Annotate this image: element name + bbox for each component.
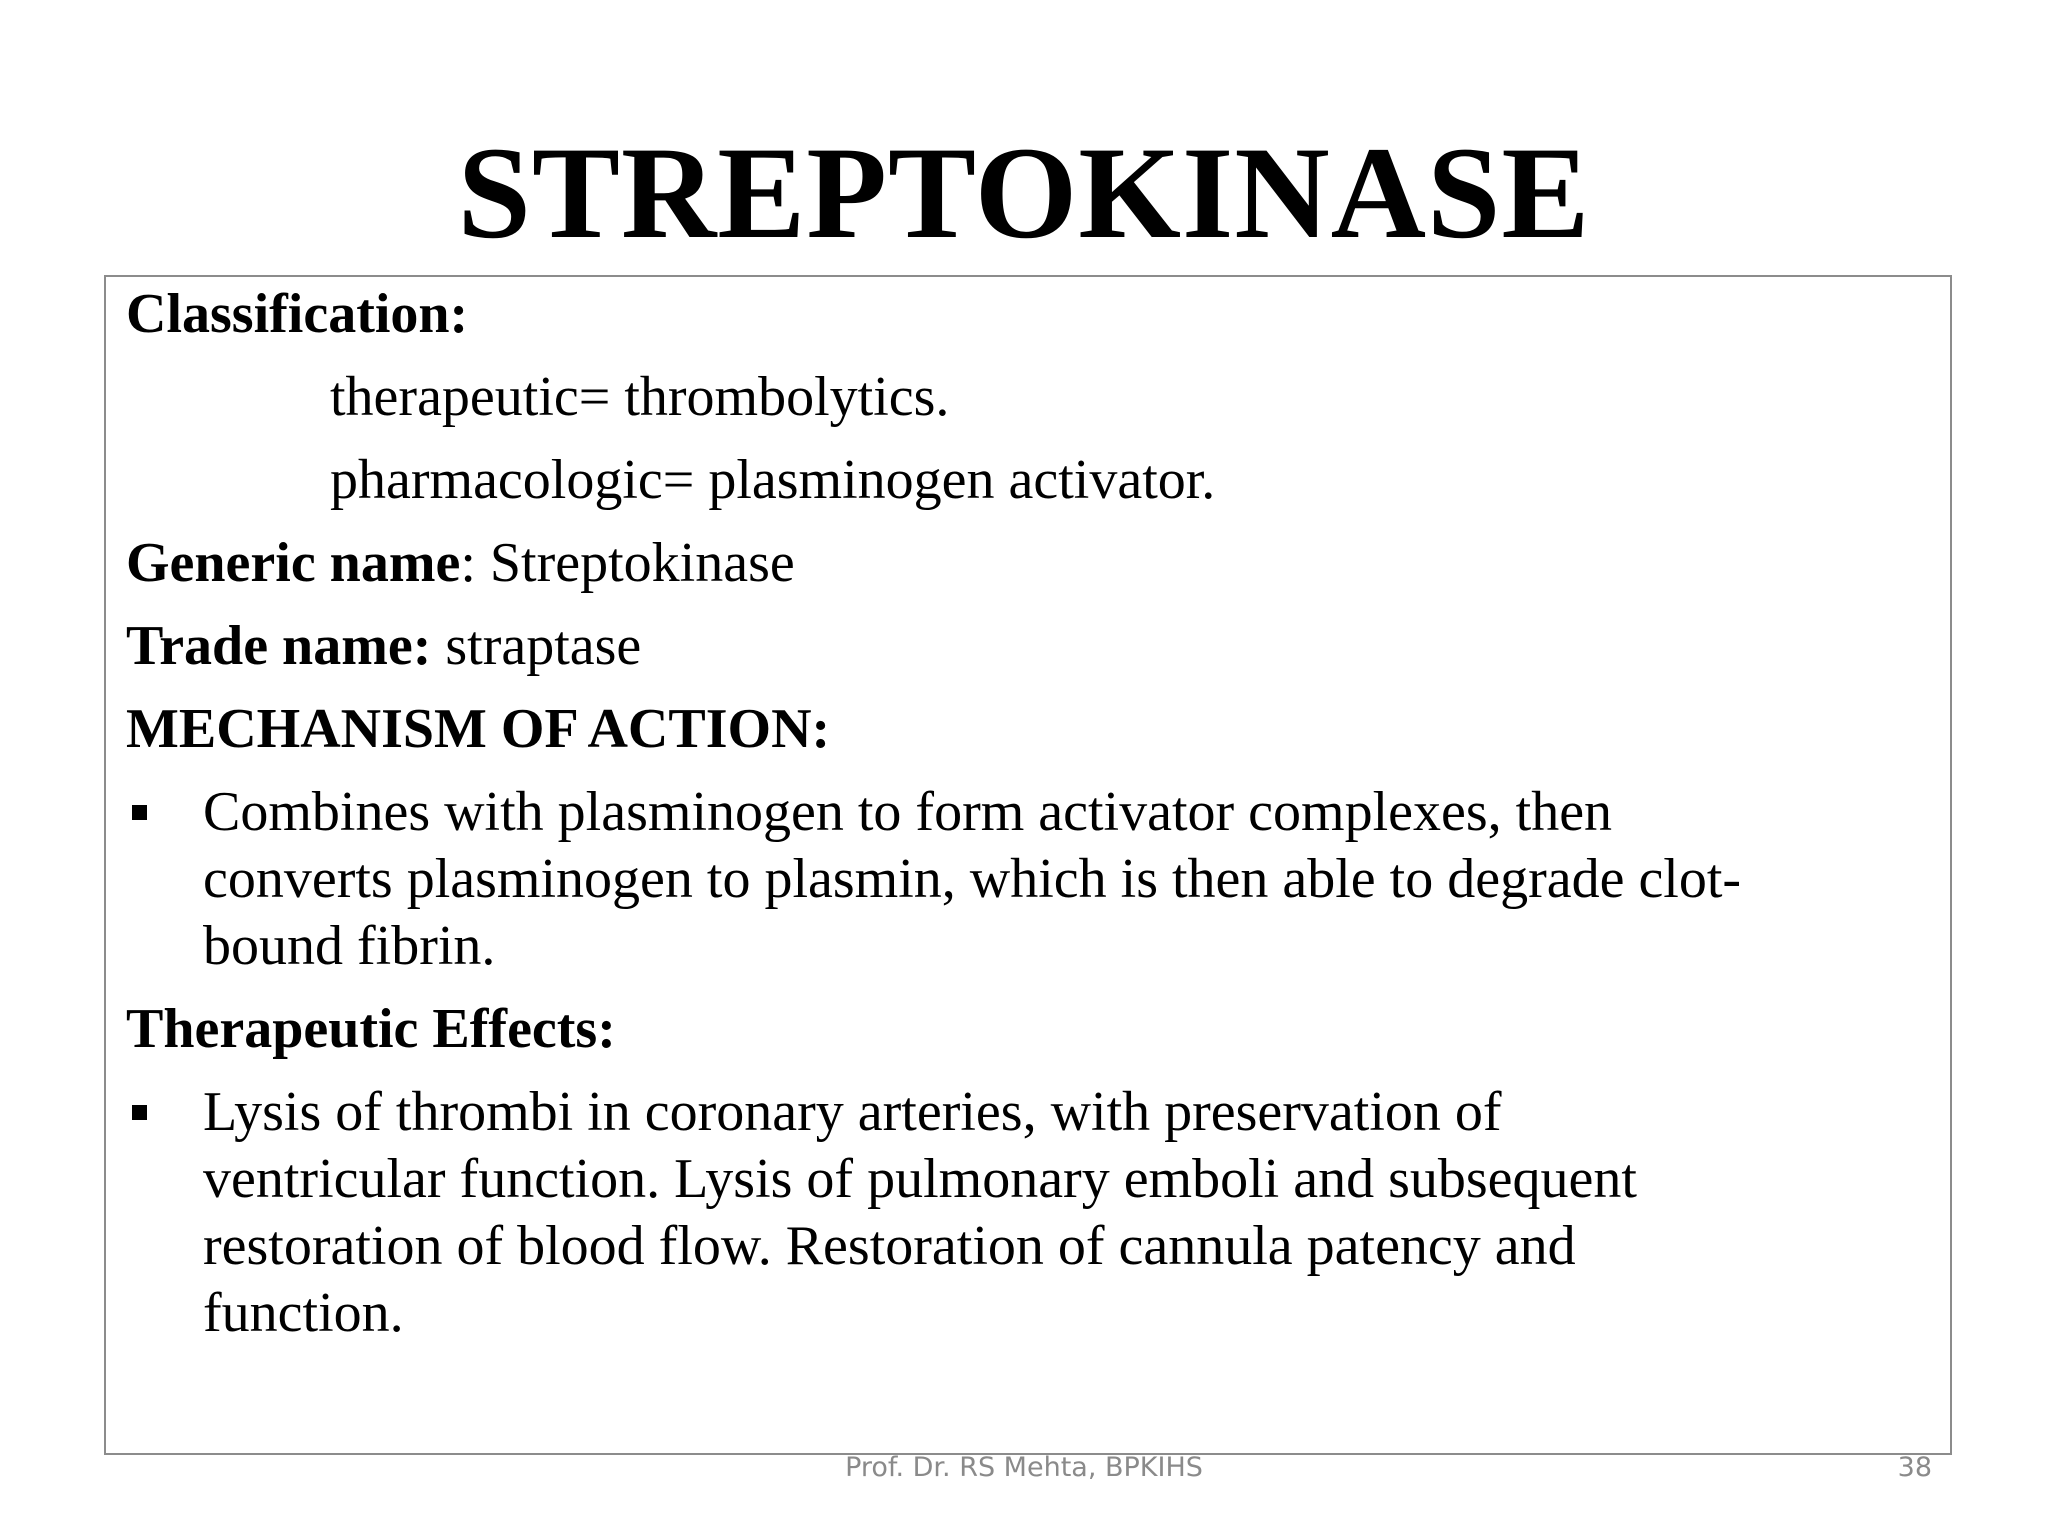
content-box	[104, 275, 1952, 1455]
mechanism-line: bound fibrin.	[203, 915, 496, 977]
effects-line: restoration of blood flow. Restoration of cannula patency and	[203, 1215, 1576, 1277]
generic-name-label: Generic name	[126, 532, 461, 594]
effects-heading: Therapeutic Effects:	[126, 998, 616, 1060]
effects-line: function.	[203, 1282, 404, 1344]
mechanism-line: Combines with plasminogen to form activator complexes, then	[203, 781, 1613, 843]
mechanism-bullet	[126, 779, 1934, 980]
page-number: 38	[1897, 1452, 1932, 1483]
trade-name-label: Trade name:	[126, 615, 432, 677]
effects-bullet	[126, 1079, 1934, 1347]
classification-therapeutic: therapeutic= thrombolytics.	[330, 366, 950, 428]
slide-title: STREPTOKINASE	[457, 119, 1591, 266]
square-bullet-icon	[132, 805, 147, 820]
trade-name-row	[126, 613, 1934, 680]
mechanism-line: converts plasminogen to plasmin, which is then able to degrade clot-	[203, 848, 1742, 910]
generic-name-value: : Streptokinase	[460, 532, 795, 594]
footer-author: Prof. Dr. RS Mehta, BPKIHS	[845, 1452, 1203, 1483]
content-text	[126, 281, 1934, 1363]
trade-name-value: straptase	[431, 615, 642, 677]
effects-line: Lysis of thrombi in coronary arteries, with preservation of	[203, 1081, 1502, 1143]
classification-heading: Classification:	[126, 283, 469, 345]
mechanism-heading: MECHANISM OF ACTION:	[126, 698, 831, 760]
square-bullet-icon	[132, 1105, 147, 1120]
effects-line: ventricular function. Lysis of pulmonary emboli and subsequent	[203, 1148, 1637, 1210]
classification-pharmacologic: pharmacologic= plasminogen activator.	[330, 449, 1216, 511]
generic-name-row	[126, 530, 1934, 597]
